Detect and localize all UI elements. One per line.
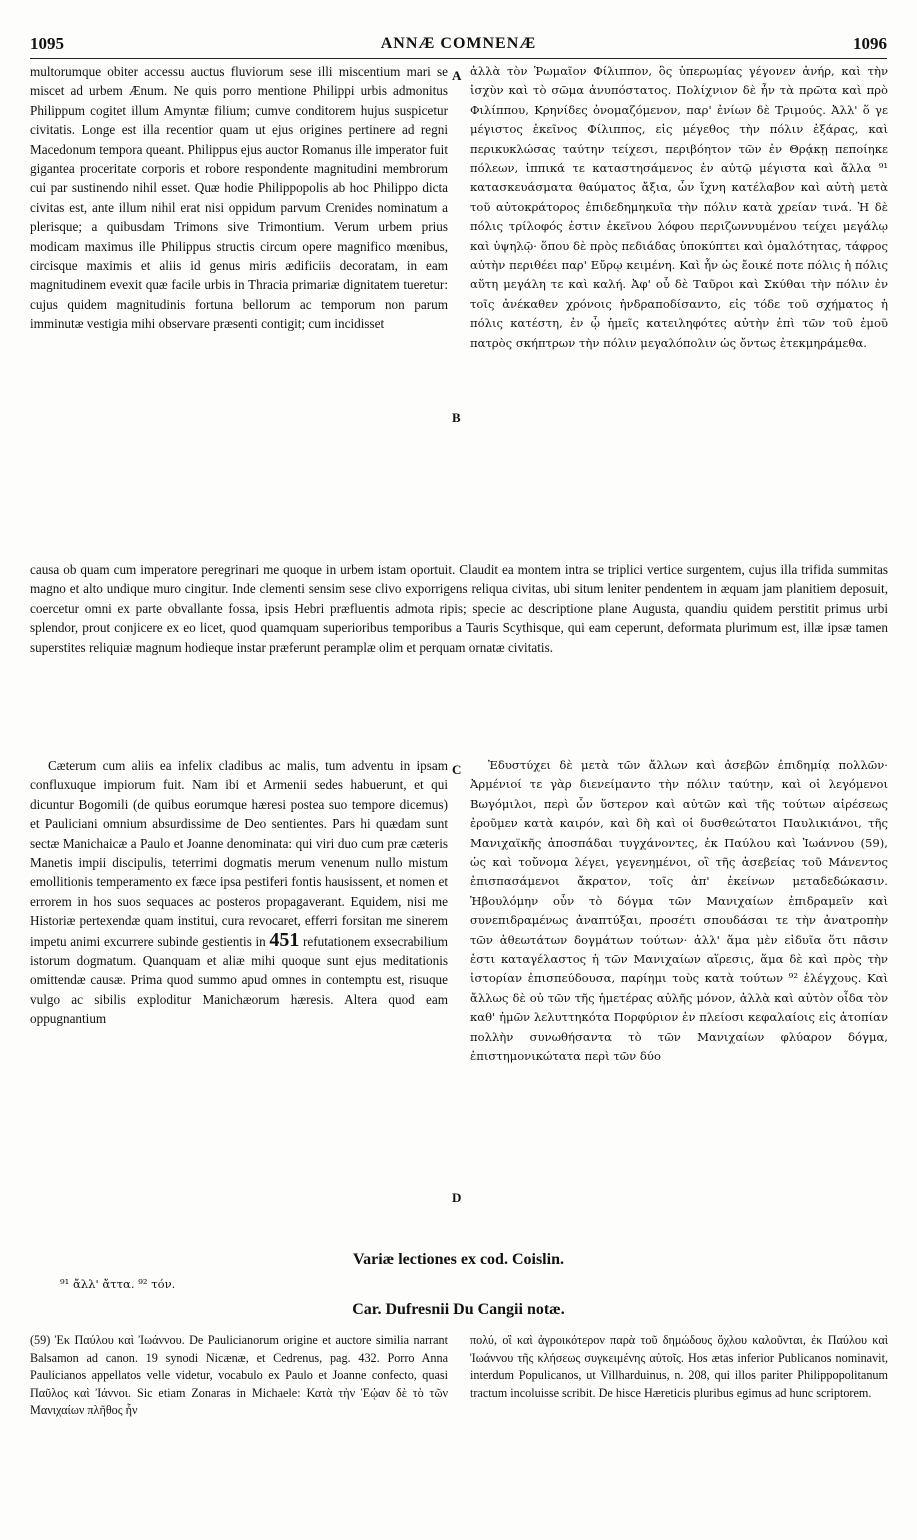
notes-text-right: πολύ, οἳ καὶ ἀγροικότερον παρὰ τοῦ δημώδους ὄχλου καλοῦνται, ἐκ Παύλου καὶ Ἰωάννου τῆς κλήσεως συγκειμένης αὐτοῖς. Hos ætas inferior Publicanos nominavit, interdum Populicanos, ut Villharduinus, n. 208, qui illos pariter Philippopolitanum tractum incoluisse scribit. De hisce Hæreticis pluribus egimus ad hunc scriptorem. — [470, 1333, 888, 1400]
notes-text-left: (59) Ἐκ Παύλου καὶ Ἰωάννου. De Paulicianorum origine et auctore similia narrant Balsamon ad canon. 19 synodi Nicænæ, et Cedrenus, pag. 432. Porro Anna Paulicianos appellatos velle videtur, vocabulo ex Paulo et Joanne confecto, quasi Παῦλος καὶ Ἰάννοι. Sic etiam Zonaras in Michaele: Κατὰ τὴν Ἑῴαν δὲ τὸ τῶν Μανιχαίων πλῆθος ἦν — [30, 1333, 448, 1418]
section-marker-b: B — [452, 410, 461, 425]
latin-text-bottom-1: Cæterum cum aliis ea infelix cladibus ac malis, tum adventu in ipsam confluxuque impiorum fuit. Nam ibi et Armenii sedes habuerunt, et qui dicuntur Bogomili (de quibus eorumque hæresi postea suo tempore dicemus) et Pauliciani omnium absurdissime de Deo sentientes. Pars hi quædam sunt sectæ Manichaicæ a Paulo et Joanne denominata: qui viri duo cum præ cæteris Manetis impii discipulis, teterrimi dogmatis merum venenum nullo mistum emollitionis temperamento ex fæce ipsa pestiferi fontis hausissent, et nomen et errorem in hos suos sequaces ac posteros propagaverant. Equidem, nisi me Historiæ pertexendæ quam institui, cura revocaret, efferri forsitan me sinerem impetu animi excurrere subinde gestientis in — [30, 758, 448, 949]
section-marker-d: D — [452, 1190, 462, 1205]
latin-text-top: multorumque obiter accessu auctus fluviorum sese illi miscentium mari se miscet ad urbem Ænum. Ne quis porro mentione Philippi urbis admonitus Philippum cogitet illum Amyntæ filium; cumve conditorem hujus suspicetur civitatis. Longe est illa recentior quam ut ejus origines pertinere ad regni Macedonum tempora queant. Philippus ejus auctor Romanus ille imperator fuit gigantea proceritate corporis et robore respondente magnitudini membrorum cui par sustinendo nihil esset. Quæ hodie Philippopolis ab hoc Philippo dicta civitas est, ante illum nihil erat nisi oppidum parvum Crenides nominatum a plerisque; a quibusdam Trimons sive Trimontium. Verum urbem prius modicam maximus ille Philippus structis circum opere magnifico mœnibus, circisque maximis et aliis id genus miris ædificiis decoratam, in eam magnitudinem evexit quæ facile urbis in Thracia primariæ dignitatem tueretur: cujus quidem magnitudinis fortuna bellorum ac temporum non parum imminutæ vestigia mihi observare præsenti contigit; cum incidisset — [30, 64, 448, 332]
latin-column-bottom — [30, 756, 448, 1246]
variae-title: Variæ lectiones ex cod. Coislin. — [353, 1251, 564, 1268]
variae-line: ⁹¹ ἄλλ' ἄττα. ⁹² τόν. — [60, 1277, 176, 1291]
page-number-left: 1095 — [30, 34, 64, 53]
latin-text-bottom — [30, 756, 448, 1029]
page-number-right: 1096 — [853, 34, 887, 53]
greek-column-top — [470, 62, 888, 556]
section-marker-a: A — [452, 68, 462, 83]
latin-column-top — [30, 62, 448, 556]
section-marker-c: C — [452, 762, 462, 777]
running-header — [30, 34, 887, 56]
latin-text-bottom-2: refutationem exsecrabilium istorum dogmatum. Quanquam et aliæ mihi quoque sunt ejus meditationis omittendæ causæ. Prima quod summo apud omnes in contemptu est, risuque vulgo ac sibilis exploditur Manichæorum hæresis. Altera quod eam oppugnantium — [30, 933, 448, 1027]
greek-column-bottom — [470, 756, 888, 1246]
inline-page-number: 451 — [269, 928, 300, 951]
notes-column-right — [470, 1332, 888, 1532]
notes-column-left — [30, 1332, 448, 1532]
notes-title: Car. Dufresnii Du Cangii notæ. — [352, 1301, 565, 1318]
greek-text-top: ἀλλὰ τὸν Ῥωμαῖον Φίλιππον, ὃς ὑπερωμίας γέγονεν ἀνήρ, καὶ τὴν ἰσχὺν καὶ τὸ σῶμα ἀνυπόστατος. Πολίχνιον δὲ ἦν τὰ πρῶτα καὶ πρὸ Φιλίππου, Κρηνίδες ὀνομαζόμενον, παρ' ἐνίων δὲ Τριμούς. Ἀλλ' ὅ γε μέγιστος ἐκεῖνος Φίλιππος, εἰς μέγεθος τὴν πόλιν ἐξάρας, καὶ περικυκλώσας ταύτην τείχεσι, περιβόητον τῶν ἐν Θρᾴκῃ πεποίηκε πόλεων, ἱππικά τε καταστησάμενος ἐν αὐτῷ μέγιστα καὶ ἄλλα ⁹¹ κατασκευάσματα θαύματος ἄξια, ὧν ἴχνη κατέλαβον καὶ αὐτὴ μετὰ τοῦ αὐτοκράτορος ἐπιδεδημηκυῖα τὴν πόλιν κατὰ χρείαν τινά. Ἡ δὲ πόλις τρίλοφός ἐστιν ἐκεῖνου λόφου περιζωννυμένου τείχει μεγάλῳ καὶ ὑψηλῷ· ὅπου δὲ πρὸς πεδιάδας ὑποκύπτει καὶ ὁμαλότητας, τάφρος αὐτὴν περιθέει παρ' Εὔρῳ κειμένη. Καὶ ἦν ὡς ἔοικέ ποτε πόλις ἡ πόλις αὕτη μεγάλη τε καὶ καλή. Ἀφ' οὗ δὲ Ταῦροι καὶ Σκύθαι τὴν πόλιν ἐν τοῖς ἀνέκαθεν χρόνοις ἠνδραποδίσαντο, εἰς τόδε τοῦ σχήματος ἡ πόλις κατέστη, ἐν ᾧ ἡμεῖς κατειληφότες αὐτὴν ἐπὶ τῶν τοῦ ἐμοῦ πατρὸς σκήπτρων τὴν πόλιν μεγαλόπολιν ὡς ὄντως ἐτεκμηράμεθα. — [470, 64, 888, 350]
running-title: ANNÆ COMNENÆ — [380, 35, 537, 52]
greek-text-bottom: Ἐδυστύχει δὲ μετὰ τῶν ἄλλων καὶ ἀσεβῶν ἐπιδημίᾳ πολλῶν· Ἀρμένιοί τε γὰρ διενείμαντο τὴν πόλιν ταύτην, καὶ οἱ λεγόμενοι Βωγόμιλοι, περὶ ὧν ὕστερον καὶ αὐτῶν καὶ τῆς τούτων αἱρέσεως ἐροῦμεν κατὰ καιρόν, καὶ δὴ καὶ οἱ δυσθεώτατοι Παυλικιάνοι, τῆς Μανιχαϊκῆς ἀποσπάδαι τυγχάνοντες, ἐκ Παύλου καὶ Ἰωάννου (59), ὡς καὶ τοὔνομα λέγει, γεγενημένοι, οἳ τῆς ἀσεβείας τοῦ Μάνεντος ἐπισπασάμενοι ἄκρατον, τοῖς ἀπ' ἐκείνων μεταδεδώκασιν. Ἠβουλόμην οὖν τὸ δόγμα τῶν Μανιχαίων ἐπιδραμεῖν καὶ συνεπιδραμένως ἀναπτύξαι, προσέτι σπουδάσαι τε τὴν ἀνατροπὴν τῶν ἀθεωτάτων δογμάτων τούτων· ἀλλ' ἅμα μὲν εἰδυῖα ὅτι πᾶσιν ἐστι καταγέλαστος ἡ τῶν Μανιχαίων αἵρεσις, ἅμα δὲ καὶ πρὸς τὴν ἱστορίαν ἐπισπεύδουσα, παρίημι τοὺς κατὰ τούτων ⁹² ἐλέγχους. Καὶ ἄλλως δὲ οὐ τῶν τῆς ἡμετέρας αὐλῆς μόνον, ἀλλὰ καὶ αὐτὸν οἶδα τὸν καθ' ἡμῶν λελυττηκότα Πορφύριον ἐν πλείοσι κεφαλαίοις εἰς ἀτοπίαν πολλὴν συνωθήσαντα τὸ τῶν Μανιχαίων φλύαρον δόγμα, ἐπιστημονικώτατα περὶ τῶν δύο — [470, 758, 888, 1064]
latin-text-full: causa ob quam cum imperatore peregrinari me quoque in urbem istam oportuit. Claudit ea montem intra se triplici vertice surgentem, cujus illa trifida summitas magno et alto undique muro cingitur. Inde clementi sensim sese clivo exporrigens reliqua civitas, ubi situm leniter pendentem in æquam jam planitiem deposuit, coercetur omni ex parte obvallante fossa, ipsis Hebri præfluentis admota ripis; specie ac descriptione plane Augusta, quandiu quidem perstitit primus urbi splendor, prout conjicere ex eo licet, quod quamquam superioribus temporibus a Tauris Scythisque, qui eam ceperunt, deformata plurimum est, illæ ipsæ tamen superstites reliquiæ magnum hodieque instar præferunt peramplæ olim et perquam ornatæ civitatis. — [30, 562, 888, 655]
header-rule — [30, 58, 887, 59]
latin-full-width — [30, 560, 888, 756]
